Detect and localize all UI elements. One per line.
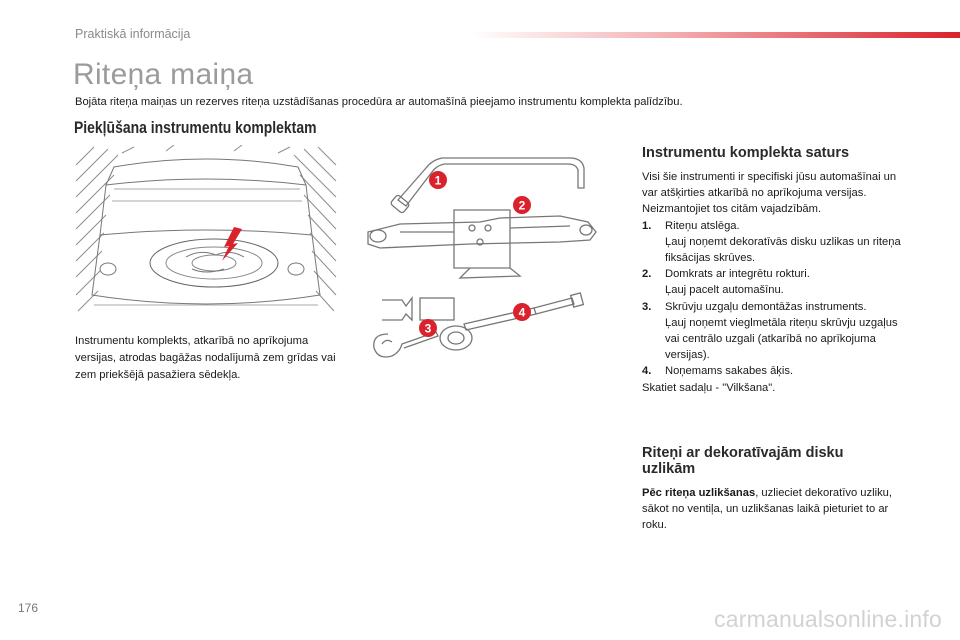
page-title: Riteņa maiņa: [73, 58, 254, 91]
tool-name: Skrūvju uzgaļu demontāžas instruments.: [665, 300, 867, 313]
callout-4: [513, 303, 531, 321]
header-accent-bar: [470, 32, 960, 38]
arrow-icon: [222, 227, 242, 261]
contents-heading: Instrumentu komplekta saturs: [642, 145, 850, 161]
page-number: 176: [18, 601, 39, 615]
tool-number: 3.: [642, 300, 652, 313]
section-title: Praktiskā informācija: [75, 27, 191, 41]
wheels-text: , uzlieciet dekoratīvo uzliku, sākot no ventiļa, un uzlikšanas laikā pieturiet to ar roku.: [642, 487, 892, 532]
tool-description: Ļauj noņemt dekoratīvās disku uzlikas un riteņa fiksācijas skrūves.: [665, 235, 901, 265]
tool-item-3: [642, 299, 904, 364]
callout-1: [429, 171, 447, 189]
svg-text:3: 3: [424, 321, 432, 336]
contents-body: [642, 169, 904, 396]
svg-text:1: 1: [434, 173, 442, 188]
tool-item-2: [642, 266, 904, 298]
tool-name: Noņemams sakabes āķis.: [665, 365, 794, 378]
intro-text: Bojāta riteņa maiņas un rezerves riteņa uzstādīšanas procedūra ar automašīnā pieejamo instrumentu komplekta palīdzību.: [75, 96, 683, 108]
watermark: carmanualsonline.info: [714, 606, 942, 632]
svg-text:4: 4: [518, 305, 526, 320]
section-heading: Piekļūšana instrumentu komplektam: [74, 118, 317, 137]
trunk-illustration: [74, 145, 338, 321]
tool-name: Domkrats ar integrētu rokturi.: [665, 268, 810, 281]
wheels-heading: Riteņi ar dekoratīvajām disku uzlikām: [642, 445, 844, 477]
contents-intro: Visi šie instrumenti ir specifiski jūsu automašīnai un var atšķirties atkarībā no aprīkojuma versijas. Neizmantojiet tos citām vajadzībām.: [642, 171, 897, 216]
tool-name: Riteņu atslēga.: [665, 219, 740, 232]
tool-number: 2.: [642, 268, 652, 281]
tool-item-4: [642, 363, 904, 379]
callout-3: [419, 319, 437, 337]
tool-number: 4.: [642, 365, 652, 378]
wheels-bold-lead: Pēc riteņa uzlikšanas: [642, 487, 756, 499]
tools-illustration: [360, 148, 610, 378]
tool-number: 1.: [642, 219, 652, 232]
wheels-body: [642, 485, 897, 534]
tool-description: Ļauj noņemt vieglmetāla riteņu skrūvju uzgaļus vai centrālo uzgali (atkarībā no aprīkojuma versijas).: [665, 316, 898, 362]
contents-note: Skatiet sadaļu - "Vilkšana".: [642, 381, 776, 394]
tool-description: Ļauj pacelt automašīnu.: [665, 284, 784, 297]
tool-item-1: [642, 218, 904, 267]
callout-2: [513, 196, 531, 214]
svg-text:2: 2: [518, 198, 526, 213]
trunk-caption: Instrumentu komplekts, atkarībā no aprīkojuma versijas, atrodas bagāžas nodalījumā zem grīdas vai zem priekšējā pasažiera sēdekļa.: [75, 335, 336, 381]
